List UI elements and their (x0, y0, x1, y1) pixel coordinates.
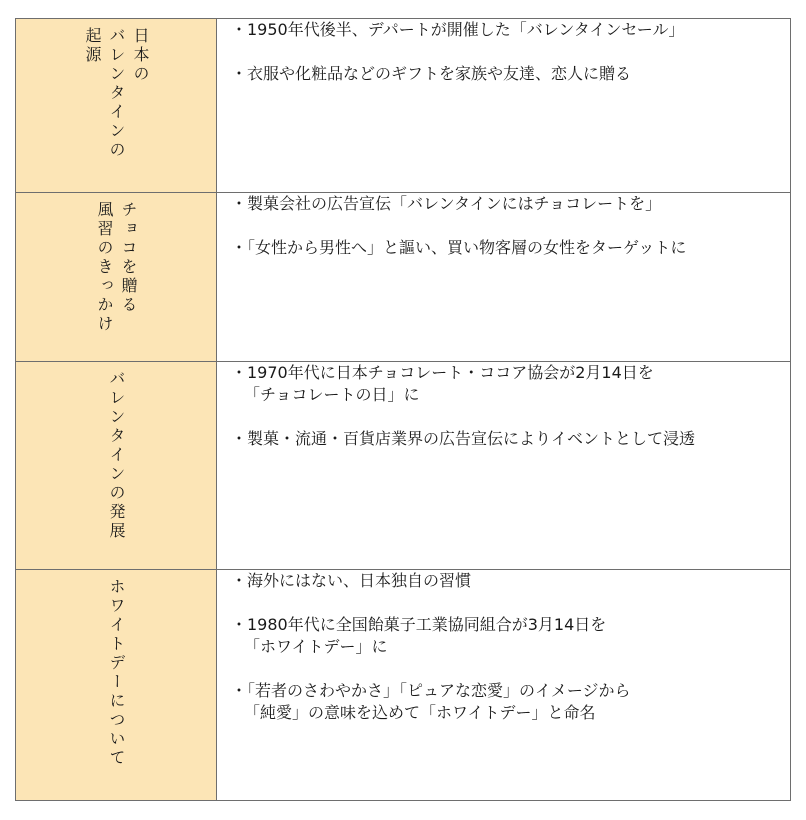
item-text: ・製菓・流通・百貨店業界の広告宣伝によりイベントとして浸透 (231, 429, 696, 448)
row-content-cell (217, 362, 791, 570)
table-row-development (16, 362, 791, 570)
table-row-chocolate-custom (16, 193, 791, 362)
list-item (231, 193, 778, 215)
item-text-continued: 「純愛」の意味を込めて「ホワイトデー」と命名 (244, 703, 596, 722)
row-content-cell (217, 193, 791, 362)
vertical-label (16, 19, 216, 160)
item-text-continued: 「チョコレートの日」に (244, 385, 420, 404)
item-text-continued: 「ホワイトデー」に (244, 637, 388, 656)
vertical-label (16, 570, 216, 768)
label-column: チョコを贈る (119, 201, 138, 315)
row-content-cell (217, 570, 791, 801)
label-column: 起源 (83, 27, 102, 65)
row-label-cell (16, 570, 217, 801)
list-item (231, 680, 778, 724)
label-column: 日本の (131, 27, 150, 84)
list-item (231, 362, 778, 406)
label-column: 風習のきっかけ (95, 201, 114, 334)
list-item (231, 428, 778, 450)
info-table (15, 18, 791, 801)
table-row-white-day (16, 570, 791, 801)
item-text: ・衣服や化粧品などのギフトを家族や友達、恋人に贈る (231, 64, 632, 83)
label-column: バレンタインの発展 (107, 370, 126, 541)
list-item (231, 570, 778, 592)
vertical-label (16, 193, 216, 334)
label-column: ホワイトデーについて (107, 578, 126, 768)
item-text: ・1980年代に全国飴菓子工業協同組合が3月14日を (231, 615, 607, 634)
row-label-cell (16, 19, 217, 193)
row-label-cell (16, 362, 217, 570)
list-item (231, 614, 778, 658)
list-item (231, 63, 778, 85)
vertical-label (16, 362, 216, 541)
table-row-origin (16, 19, 791, 193)
row-label-cell (16, 193, 217, 362)
list-item (231, 19, 778, 41)
label-column: バレンタインの (107, 27, 126, 160)
item-text: ・「若者のさわやかさ」「ピュアな恋愛」のイメージから (231, 681, 631, 700)
list-item (231, 237, 778, 259)
row-content-cell (217, 19, 791, 193)
item-text: ・1950年代後半、デパートが開催した「バレンタインセール」 (231, 20, 685, 39)
item-text: ・海外にはない、日本独自の習慣 (231, 571, 472, 590)
item-text: ・製菓会社の広告宣伝「バレンタインにはチョコレートを」 (231, 194, 662, 213)
item-text: ・「女性から男性へ」と謳い、買い物客層の女性をターゲットに (231, 238, 687, 257)
item-text: ・1970年代に日本チョコレート・ココア協会が2月14日を (231, 363, 654, 382)
